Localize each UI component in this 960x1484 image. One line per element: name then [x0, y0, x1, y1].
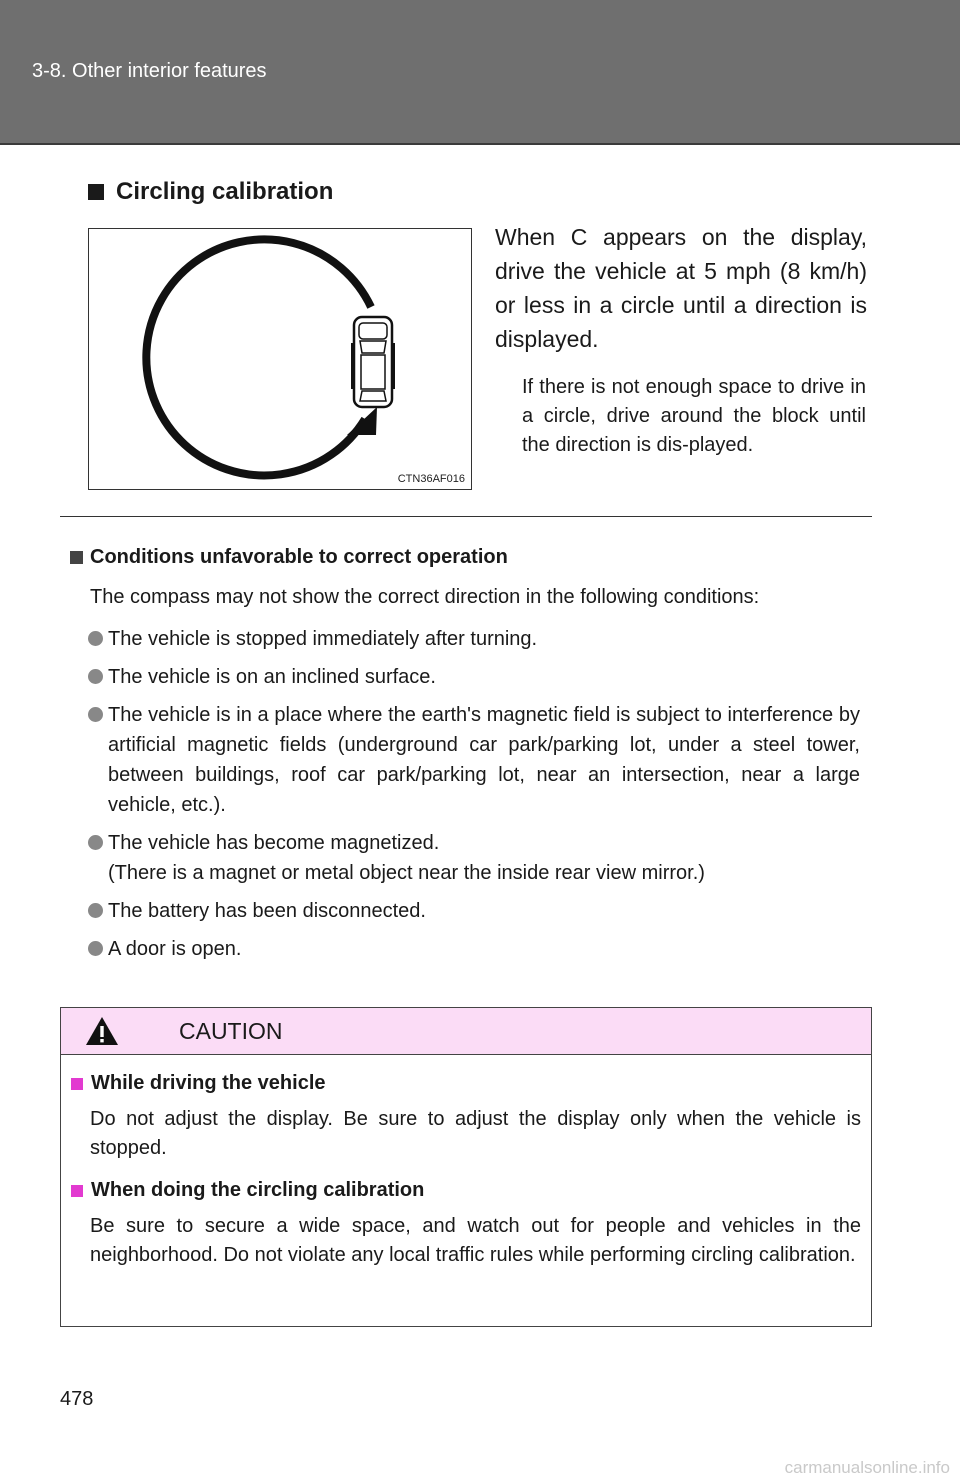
- car-icon: [351, 317, 395, 407]
- page-header: [0, 0, 960, 145]
- list-item: [70, 896, 860, 926]
- list-item-text: The battery has been disconnected.: [108, 900, 426, 922]
- circling-diagram: [89, 229, 473, 491]
- caution-item-title: [71, 1072, 861, 1095]
- caution-header: [61, 1008, 871, 1055]
- list-item-text: The vehicle is in a place where the earth's magnetic field is subject to interference by artificial magnetic fields (underground car park/parking lot, under a steel tower, between buildings, roof car park/parking lot, near an intersection, near a large vehicle, etc.).: [108, 704, 860, 816]
- square-bullet-icon: [70, 551, 83, 564]
- list-item-text: The vehicle is on an inclined surface.: [108, 666, 436, 688]
- caution-item-title-text: When doing the circling calibration: [91, 1179, 425, 1201]
- conditions-list: [70, 624, 860, 972]
- section-title: 3-8. Other interior features: [32, 60, 267, 82]
- conditions-title-text: Conditions unfavorable to correct operation: [90, 546, 508, 568]
- bullet-dot-icon: [88, 707, 103, 722]
- bullet-dot-icon: [88, 631, 103, 646]
- bullet-dot-icon: [88, 903, 103, 918]
- conditions-title: [70, 546, 508, 569]
- bullet-dot-icon: [88, 835, 103, 850]
- page-number: 478: [60, 1388, 94, 1410]
- list-item: [70, 934, 860, 964]
- square-bullet-icon: [88, 184, 104, 200]
- list-item-text: A door is open.: [108, 938, 242, 960]
- divider: [60, 516, 872, 517]
- figure-code: CTN36AF016: [397, 473, 465, 485]
- calibration-figure: [88, 228, 472, 490]
- caution-item-body: Be sure to secure a wide space, and watch out for people and vehicles in the neighborhood. Do not violate any local traffic rules while performing circling calibration.: [90, 1215, 861, 1266]
- list-item: [70, 828, 860, 888]
- caution-label: CAUTION: [179, 1018, 283, 1044]
- list-item-text: The vehicle has become magnetized.: [108, 832, 440, 854]
- bullet-dot-icon: [88, 941, 103, 956]
- note-text: If there is not enough space to drive in a circle, drive around the block until the direction is dis-played.: [522, 376, 866, 456]
- arrow-head-icon: [347, 407, 377, 435]
- bullet-dot-icon: [88, 669, 103, 684]
- caution-item: [71, 1179, 861, 1270]
- watermark: carmanualsonline.info: [784, 1458, 950, 1477]
- list-item: [70, 624, 860, 654]
- caution-box: [60, 1007, 872, 1327]
- instruction-text: When C appears on the display, drive the vehicle at 5 mph (8 km/h) or less in a circle until a direction is displayed.: [495, 224, 867, 352]
- section-heading: [88, 178, 333, 206]
- square-bullet-icon: [71, 1185, 83, 1197]
- warning-triangle-icon: [85, 1016, 119, 1046]
- heading-text: Circling calibration: [116, 178, 334, 205]
- circle-arc: [146, 239, 371, 475]
- list-item-subtext: (There is a magnet or metal object near the inside rear view mirror.): [108, 862, 705, 884]
- list-item: [70, 700, 860, 820]
- list-item: [70, 662, 860, 692]
- caution-item-body: Do not adjust the display. Be sure to adjust the display only when the vehicle is stopped.: [90, 1108, 861, 1159]
- square-bullet-icon: [71, 1078, 83, 1090]
- caution-item-title-text: While driving the vehicle: [91, 1072, 326, 1094]
- conditions-intro: The compass may not show the correct direction in the following conditions:: [90, 586, 760, 608]
- caution-item-title: [71, 1179, 861, 1202]
- caution-item: [71, 1072, 861, 1163]
- list-item-text: The vehicle is stopped immediately after turning.: [108, 628, 538, 650]
